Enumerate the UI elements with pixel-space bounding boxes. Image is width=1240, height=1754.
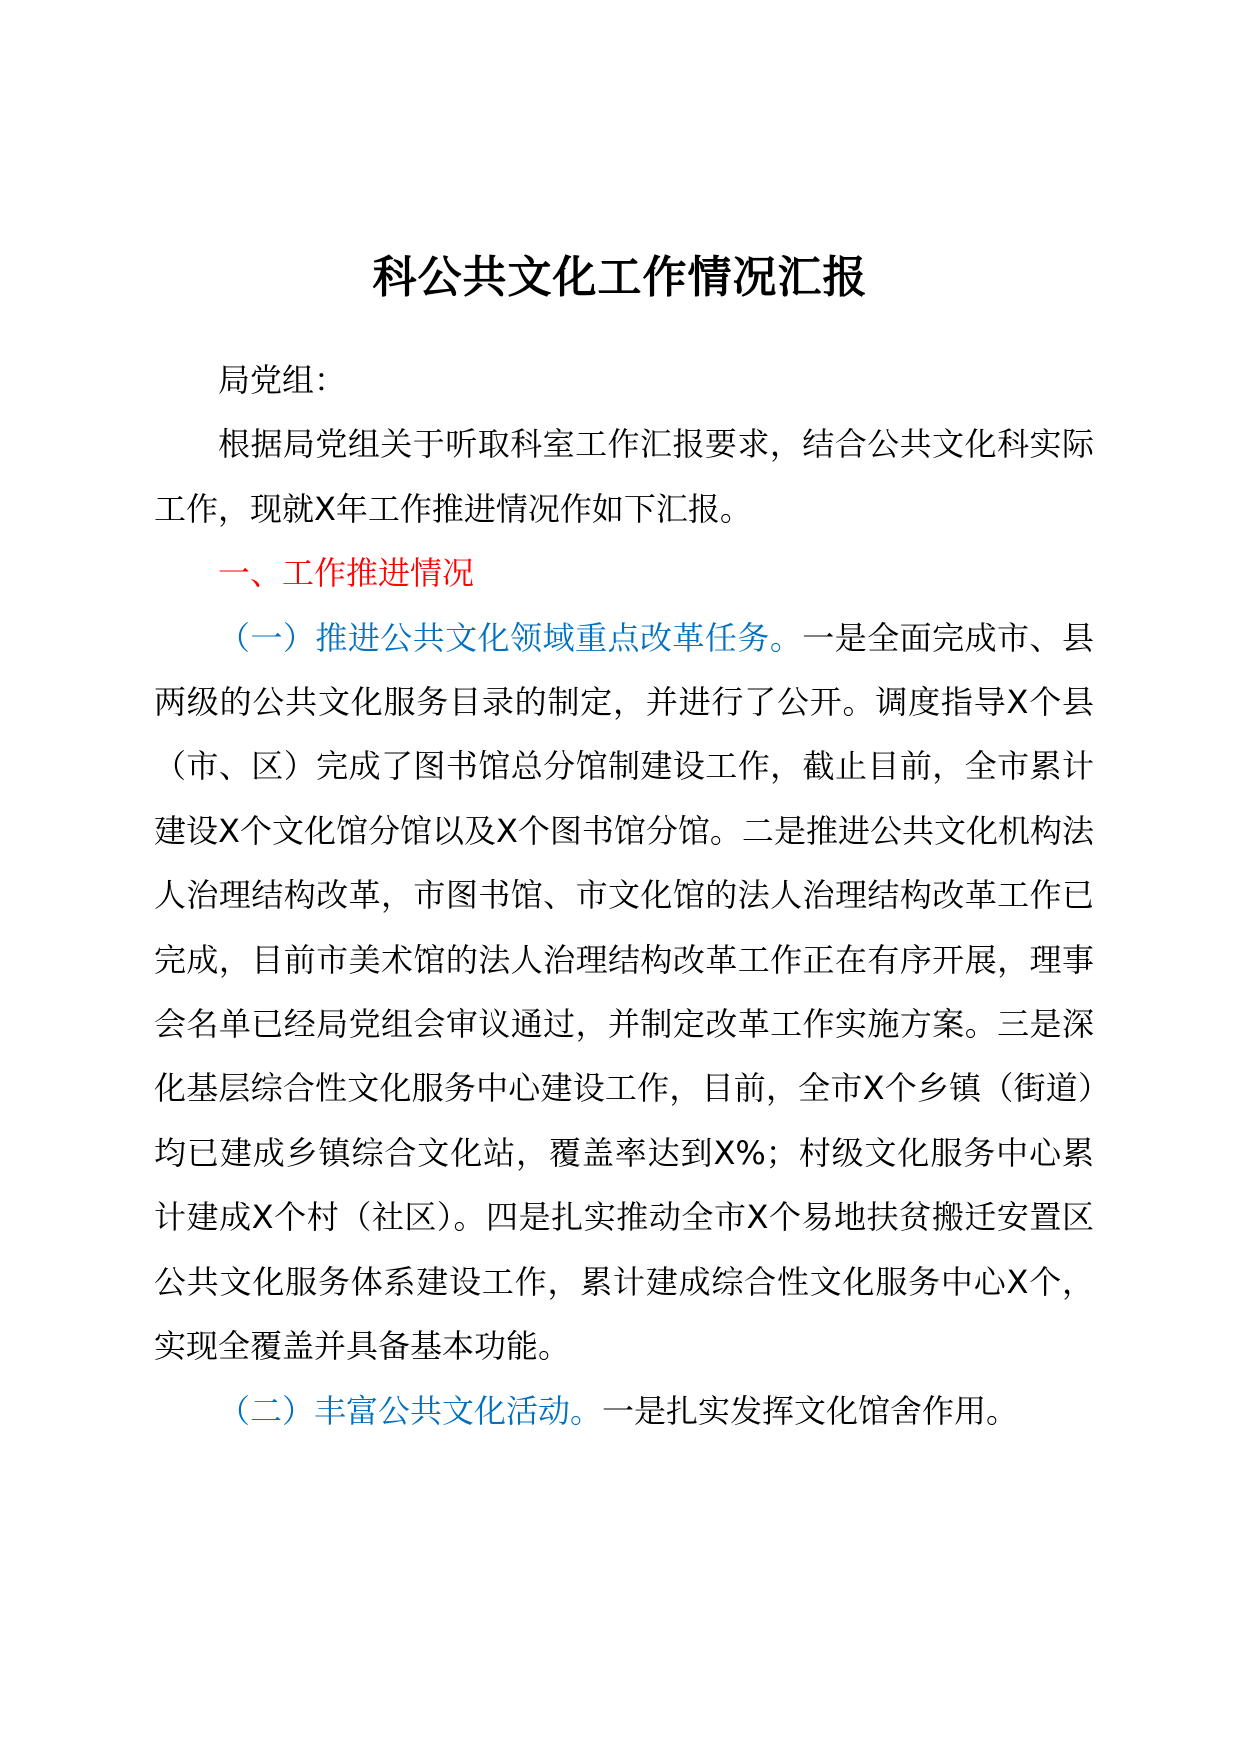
section-1-heading: 一、工作推进情况 bbox=[218, 554, 475, 593]
intro-paragraph: 根据局党组关于听取科室工作汇报要求，结合公共文化科实际工作，现就X年工作推进情况作如下汇报。 bbox=[154, 425, 1094, 528]
subsection-2-heading: （二）丰富公共文化活动。 bbox=[218, 1391, 603, 1430]
document-title: 科公共文化工作情况汇报 bbox=[372, 252, 868, 303]
salutation: 局党组： bbox=[218, 361, 347, 399]
subsection-2-body: 一是扎实发挥文化馆舍作用。 bbox=[602, 1391, 1019, 1430]
subsection-2-paragraph bbox=[154, 1379, 1094, 1443]
subsection-1-paragraph bbox=[154, 606, 1094, 1379]
document-body bbox=[154, 348, 1094, 1443]
subsection-1-body: 一是全面完成市、县两级的公共文化服务目录的制定，并进行了公开。调度指导X个县（市、区）完成了图书馆总分馆制建设工作，截止目前，全市累计建设X个文化馆分馆以及X个图书馆分馆。二是推进公共文化机构法人治理结构改革，市图书馆、市文化馆的法人治理结构改革工作已完成，目前市美术馆的法人治理结构改革工作正在有序开展，理事会名单已经局党组会审议通过，并制定改革工作实施方案。三是深化基层综合性文化服务中心建设工作，目前，全市X个乡镇（街道）均已建成乡镇综合文化站，覆盖率达到X%；村级文化服务中心累计建成X个村（社区）。四是扎实推动全市X个易地扶贫搬迁安置区公共文化服务体系建设工作，累计建成综合性文化服务中心X个，实现全覆盖并具备基本功能。 bbox=[154, 618, 1094, 1366]
subsection-1-heading: （一）推进公共文化领域重点改革任务。 bbox=[218, 618, 803, 657]
